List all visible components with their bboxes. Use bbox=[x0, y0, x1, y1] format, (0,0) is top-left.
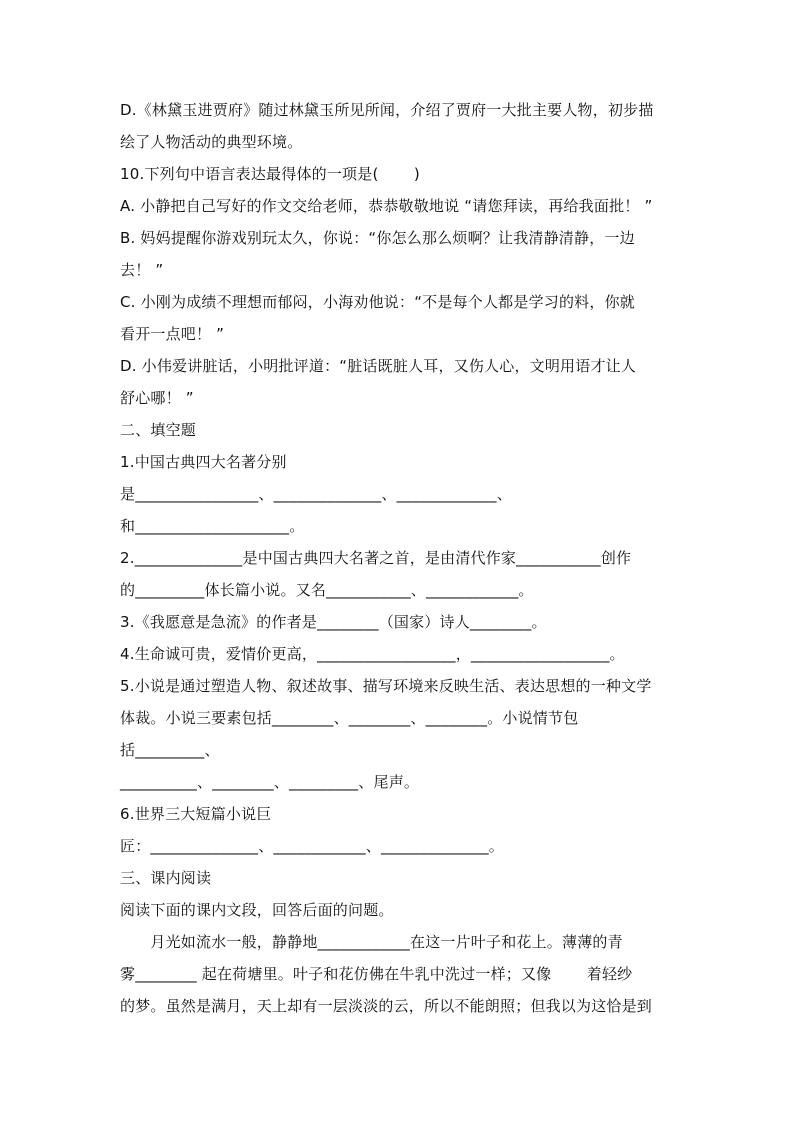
fill-question-2: 2.______________是中国古典四大名著之首，是由清代作家___________创作 bbox=[120, 549, 632, 567]
passage-line: 月光如流水一般，静静地____________在这一片叶子和花上。薄薄的青 bbox=[120, 933, 623, 951]
option-c: C. 小刚为成绩不理想而郁闷，小海劝他说：“不是每个人都是学习的料，你就 bbox=[120, 293, 635, 311]
text-line: 的_________体长篇小说。又名___________、____________。 bbox=[120, 581, 534, 599]
text-line: 去！ ” bbox=[120, 261, 164, 279]
fill-question-4: 4.生命诚可贵，爱情价更高，__________________，__________________。 bbox=[120, 645, 625, 663]
text-line: 括_________、 bbox=[120, 741, 220, 759]
fill-question-5: 5.小说是通过塑造人物、叙述故事、描写环境来反映生活、表达思想的一种文学 bbox=[120, 677, 652, 695]
passage-line: 的梦。虽然是满月，天上却有一层淡淡的云，所以不能朗照；但我以为这恰是到 bbox=[120, 997, 653, 1015]
text-line: 舒心哪！ ” bbox=[120, 389, 194, 407]
fill-question-1: 1.中国古典四大名著分别 bbox=[120, 453, 287, 471]
section-heading: 三、课内阅读 bbox=[120, 869, 212, 887]
fill-question-3: 3.《我愿意是急流》的作者是________（国家）诗人________。 bbox=[120, 613, 547, 631]
fill-question-6: 6.世界三大短篇小说巨 bbox=[120, 805, 272, 823]
passage-line: 雾________ 起在荷塘里。叶子和花仿佛在牛乳中洗过一样；又像 着轻纱 bbox=[120, 965, 633, 983]
option-a: A. 小静把自己写好的作文交给老师，恭恭敬敬地说 “请您拜读，再给我面批！ ” bbox=[120, 197, 653, 215]
text-line: 匠：______________、____________、______________。 bbox=[120, 837, 505, 855]
text-line: D.《林黛玉进贾府》随过林黛玉所见所闻，介绍了贾府一大批主要人物，初步描 bbox=[120, 101, 654, 119]
text-line: 看开一点吧！ ” bbox=[120, 325, 225, 343]
option-b: B. 妈妈提醒你游戏别玩太久，你说：“你怎么那么烦啊？让我清静清静，一边 bbox=[120, 229, 635, 247]
text-line: __________、________、_________、尾声。 bbox=[120, 773, 420, 791]
question-10: 10.下列句中语言表达最得体的一项是( ) bbox=[120, 165, 420, 183]
text-line: 是________________、______________、_____________、 bbox=[120, 485, 512, 503]
text-line: 体裁。小说三要素包括________、________、________。小说情节包 bbox=[120, 709, 579, 727]
option-d: D. 小伟爱讲脏话，小明批评道：“脏话既脏人耳，又伤人心，文明用语才让人 bbox=[120, 357, 637, 375]
text-line: 绘了人物活动的典型环境。 bbox=[120, 133, 303, 151]
reading-instruction: 阅读下面的课内文段，回答后面的问题。 bbox=[120, 901, 394, 919]
section-heading: 二、填空题 bbox=[120, 421, 197, 439]
text-line: 和____________________。 bbox=[120, 517, 305, 535]
